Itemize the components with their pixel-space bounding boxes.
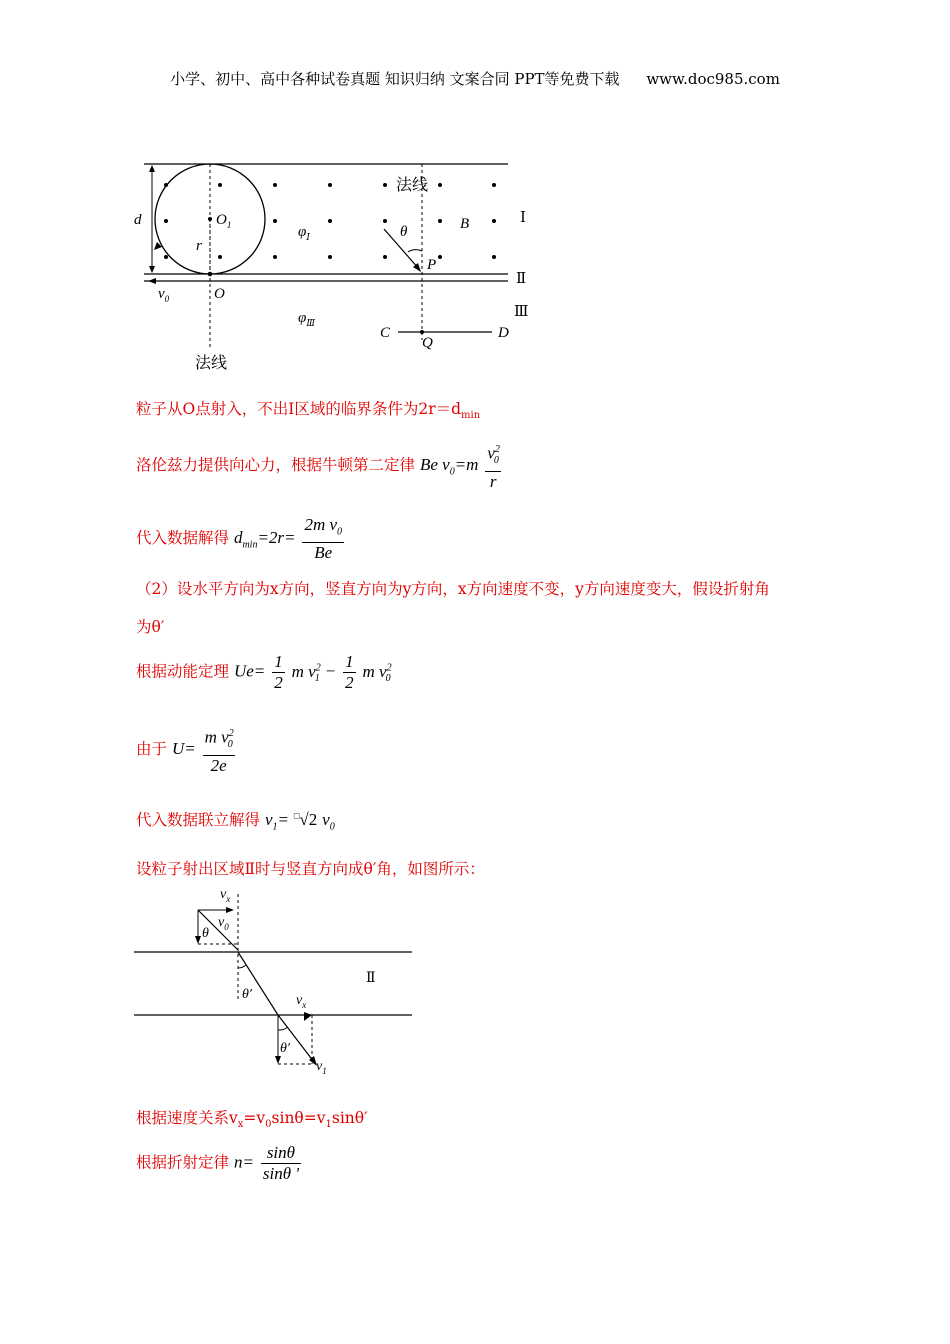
line-part2b: 为θ′ bbox=[136, 618, 165, 636]
header-url[interactable]: www.doc985.com bbox=[646, 70, 780, 88]
svg-text:P: P bbox=[427, 257, 437, 273]
line-velocity-relation: 根据速度关系$v_x=v_0\sin\theta=v_1\sin\theta'$ bbox=[136, 1109, 368, 1131]
svg-text:Ⅲ: Ⅲ bbox=[514, 304, 529, 320]
line-energy-theorem: 根据动能定理 Ue= $\frac{1}{2}$ m $v^2_1$ − $\frac{1}{2}$ m $v^2_0$ bbox=[136, 652, 392, 692]
svg-text:Q: Q bbox=[422, 335, 433, 351]
svg-text:Ⅱ: Ⅱ bbox=[366, 971, 376, 986]
label-normal-bottom: 法线 bbox=[195, 353, 228, 372]
line-dmin: 代入数据解得 $d_{min}=2r=$ $\frac{2m v_0}{Be}$ bbox=[136, 515, 343, 563]
svg-text:C: C bbox=[380, 325, 391, 341]
svg-text:v1: $v_1$ bbox=[316, 1059, 327, 1076]
line-part2: （2）设水平方向为x方向，竖直方向为y方向，x方向速度不变，y方向速度变大，假设折射角 bbox=[136, 580, 770, 598]
svg-text:B: B bbox=[460, 216, 470, 232]
svg-text:θ: θ bbox=[400, 224, 408, 240]
figure-refraction bbox=[130, 880, 420, 1080]
label-normal-top: 法线 bbox=[396, 175, 429, 194]
line-solve-v1: 代入数据联立解得 $v_1= ^□√2$ $v_0$ bbox=[136, 810, 335, 833]
line-lorentz: 洛伦兹力提供向心力，根据牛顿第二定律 Be $v_0=m$ $\frac{v^2_0}{r}$ bbox=[136, 440, 503, 492]
svg-text:O1: $O_1$ bbox=[216, 212, 232, 230]
svg-text:D: D bbox=[498, 325, 509, 341]
header-title: 小学、初中、高中各种试卷真题 知识归纳 文案合同 PPT等免费下载 bbox=[170, 70, 620, 88]
label-r: r bbox=[196, 238, 202, 254]
line-exit-angle: 设粒子射出区域Ⅱ时与竖直方向成θ′角，如图所示： bbox=[136, 860, 485, 878]
svg-text:v0: $v_0$ bbox=[218, 915, 229, 932]
page-header bbox=[0, 68, 950, 89]
svg-text:Ⅰ: Ⅰ bbox=[520, 210, 526, 226]
svg-text:vx: $v_x$ bbox=[220, 887, 231, 904]
line-refraction-law: 根据折射定律 n= $\frac{\sin\theta}{\sin\theta '}$ bbox=[136, 1143, 299, 1183]
label-d: d bbox=[134, 212, 142, 228]
svg-text:θ′: θ′ bbox=[280, 1041, 290, 1056]
figure-magnetic-region bbox=[130, 150, 540, 380]
svg-text:v0: $v_0$ bbox=[158, 286, 170, 304]
line-voltage: 由于 U= $\frac{m v^2_0}{2e}$ bbox=[136, 724, 237, 776]
line-critical-condition: 粒子从O点射入，不出Ⅰ区域的临界条件为$2r=d_{min}$ bbox=[136, 400, 481, 422]
svg-text:vx: $v_x$ bbox=[296, 993, 307, 1010]
svg-text:O: O bbox=[214, 286, 225, 302]
svg-text:φⅠ: $\varphi_Ⅰ$ bbox=[298, 224, 310, 242]
svg-text:θ′: θ′ bbox=[242, 987, 252, 1002]
svg-text:φⅢ: $\varphi_Ⅲ$ bbox=[298, 310, 315, 328]
svg-text:θ: θ bbox=[202, 926, 209, 941]
svg-text:Ⅱ: Ⅱ bbox=[516, 271, 527, 287]
field-dots bbox=[164, 183, 496, 276]
